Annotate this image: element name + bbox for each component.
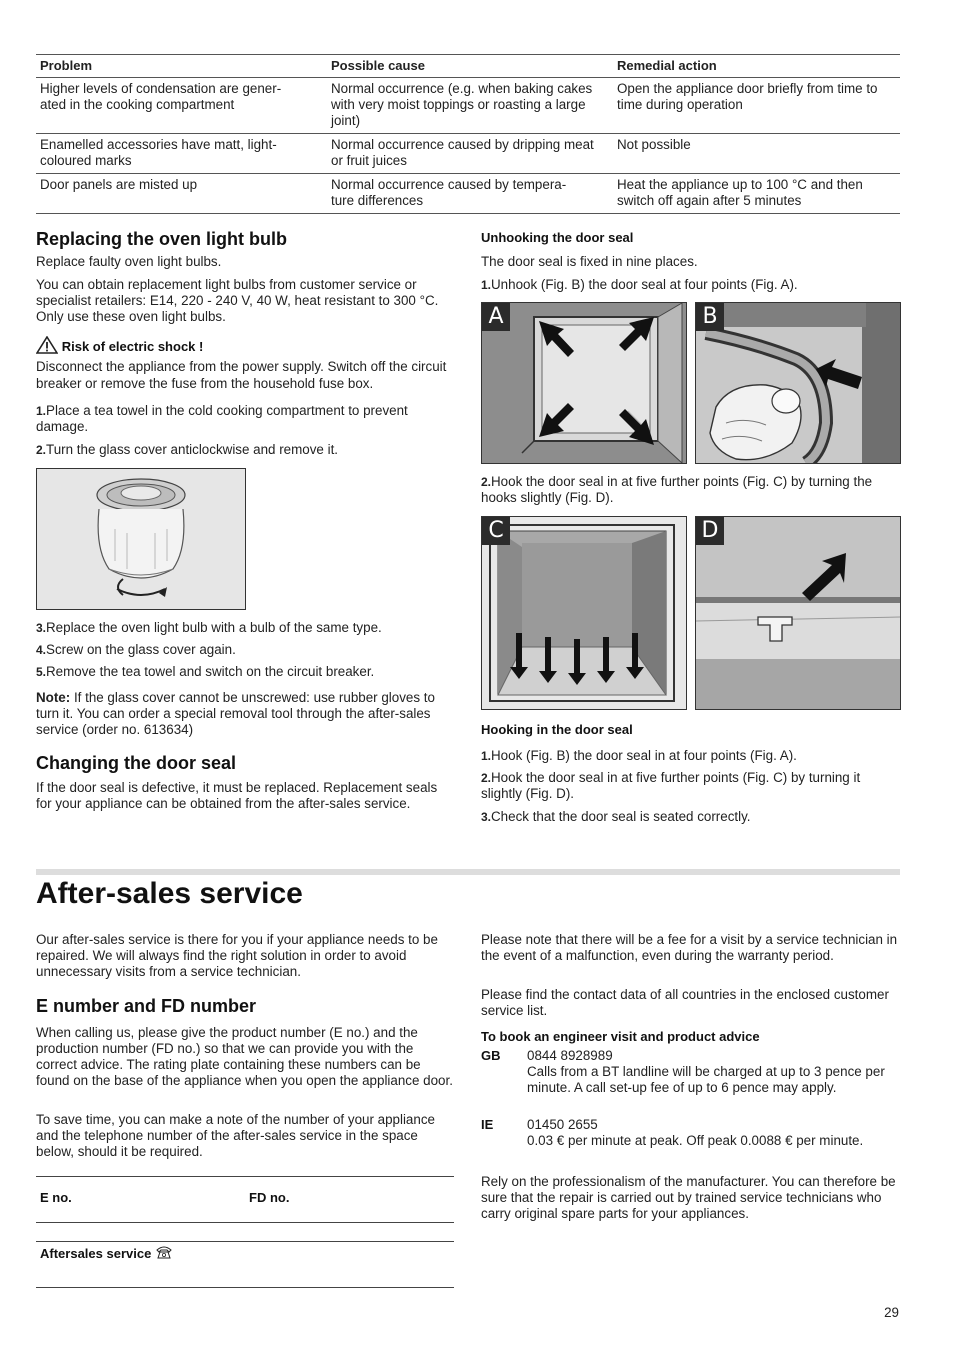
step-number: 2. [481,475,492,489]
form-label-eno: E no. [40,1190,72,1205]
ie-charges: 0.03 € per minute at peak. Off peak 0.0088 € per minute. [527,1133,864,1148]
table-cell: Heat the appliance up to 100 °C and then switch off again after 5 minutes [613,174,900,214]
gb-charges: Calls from a BT landline will be charged at up to 3 pence per minute. A call set-up fee of up to 6 pence may apply. [527,1064,885,1095]
form-bottom-line [36,1287,454,1288]
step-number: 3. [481,810,492,824]
step-number: 3. [36,621,47,635]
form-label-fdno: FD no. [249,1190,290,1205]
gb-phone: 0844 8928989 [527,1048,613,1063]
form-service-row [40,1245,173,1262]
figure-c-illustration [482,517,686,709]
country-code-gb: GB [481,1048,501,1063]
country-code-ie: IE [481,1117,494,1132]
glass-cover-illustration [37,469,245,609]
step-number: 1. [481,749,492,763]
bulb-step-3 [36,620,454,636]
bulb-step-4 [36,642,454,658]
form-line [36,1241,454,1242]
table-cell: Door panels are misted up [36,174,327,214]
figure-b-label: B [696,303,724,331]
hook-step-3 [481,809,899,825]
fee-note: Please note that there will be a fee for a visit by a service technician in the event of a malfunction, even during the warranty period. [481,932,898,963]
step-number: 5. [36,665,47,679]
book-title: To book an engineer visit and product advice [481,1029,760,1044]
enumber-paragraph-1: When calling us, please give the product number (E no.) and the production number (FD no.) so that we can provide you with the correct advice. The rating plate containing these numbers can be found on the base of the appliance when you open the appliance door. [36,1025,453,1088]
step-text: Hook the door seal in at five further points (Fig. C) by turning the hooks slightly (Fig. D). [481,474,873,505]
figure-d [695,516,901,710]
unhook-step-1 [481,277,899,293]
step-text: Replace the oven light bulb with a bulb of the same type. [46,620,382,635]
table-cell: Enamelled accessories have matt, light- coloured marks [36,134,327,174]
table-cell: Open the appliance door briefly from time to time during operation [613,78,900,134]
enumber-title: E number and FD number [36,996,257,1016]
bulb-step-1 [36,403,454,435]
service-intro: Our after-sales service is there for you if your appliance needs to be repaired. We will always find the right solution in order to avoid unnecessary visits from a service technician. [36,932,438,979]
table-cell: Normal occurrence (e.g. when baking cakes with very moist toppings or roasting a large joint) [327,78,613,134]
step-text: Turn the glass cover anticlockwise and remove it. [46,442,339,457]
figure-a [481,302,687,464]
table-row [36,134,900,174]
form-top-line [36,1176,454,1177]
step-text: Remove the tea towel and switch on the circuit breaker. [46,664,375,679]
column-header-action: Remedial action [613,55,900,78]
table-row [36,174,900,214]
note-text: If the glass cover cannot be unscrewed: use rubber gloves to turn it. You can order a special removal tool through the after-sales service (order no. 613634) [36,690,435,737]
step-number: 2. [36,443,47,457]
after-sales-title: After-sales service [36,877,303,910]
warning-triangle-icon [36,336,58,354]
table-row [36,78,900,134]
table-header-row [36,55,900,78]
figure-a-illustration [482,303,686,463]
enumber-paragraph-2: To save time, you can make a note of the number of your appliance and the telephone number of the after-sales service in the space below, should it be required. [36,1112,435,1159]
service-closing: Rely on the professionalism of the manufacturer. You can therefore be sure that the repair is carried out by trained service technicians who carry original spare parts for your appliances. [481,1174,896,1221]
step-number: 4. [36,643,47,657]
table-cell: Normal occurrence caused by dripping meat or fruit juices [327,134,613,174]
contact-note: Please find the contact data of all countries in the enclosed customer service list. [481,987,889,1018]
hook-title: Hooking in the door seal [481,722,633,737]
step-text: Place a tea towel in the cold cooking compartment to prevent damage. [36,403,408,434]
step-text: Unhook (Fig. B) the door seal at four points (Fig. A). [491,277,798,292]
unhook-title: Unhooking the door seal [481,230,634,245]
step-text: Hook (Fig. B) the door seal in at four points (Fig. A). [491,748,797,763]
table-cell: Normal occurrence caused by tempera- ture differences [327,174,613,214]
warning-heading [36,336,454,355]
step-number: 1. [36,404,47,418]
ie-phone: 01450 2655 [527,1117,598,1132]
unhook-intro: The door seal is fixed in nine places. [481,254,698,269]
note-label: Note: [36,690,71,705]
page-number: 29 [884,1305,899,1320]
step-text: Screw on the glass cover again. [46,642,236,657]
figure-b [695,302,901,464]
step-text: Hook the door seal in at five further points (Fig. C) by turning it slightly (Fig. D). [481,770,861,801]
figure-b-illustration [696,303,900,463]
table-cell: Not possible [613,134,900,174]
door-seal-text: If the door seal is defective, it must be replaced. Replacement seals for your appliance can be obtained from the after-sales service. [36,780,438,811]
door-seal-section-title: Changing the door seal [36,753,237,773]
bulb-intro: Replace faulty oven light bulbs. [36,254,222,269]
column-header-cause: Possible cause [327,55,613,78]
figure-d-illustration [696,517,900,709]
figure-a-label: A [482,303,510,331]
form-label-service: Aftersales service [40,1246,152,1261]
column-header-problem: Problem [36,55,327,78]
warning-text: Disconnect the appliance from the power supply. Switch off the circuit breaker or remove the fuse from the household fuse box. [36,359,447,391]
bulb-step-5 [36,664,454,680]
hook-step-1 [481,748,899,764]
figure-c-label: C [482,517,510,545]
step-number: 2. [481,771,492,785]
bulb-note [36,690,454,738]
form-line [36,1222,454,1223]
glass-cover-figure [36,468,246,610]
warning-title: Risk of electric shock ! [61,339,204,354]
figure-c [481,516,687,710]
bulb-section-title: Replacing the oven light bulb [36,229,288,249]
hook-step-2 [481,770,899,802]
table-cell: Higher levels of condensation are gener- ated in the cooking compartment [36,78,327,134]
unhook-step-2 [481,474,899,506]
figure-d-label: D [696,517,724,545]
bulb-step-2 [36,442,454,458]
bulb-paragraph: You can obtain replacement light bulbs from customer service or specialist retailers: E14, 220 - 240 V, 40 W, heat resistant to 300 °C. Only use these oven light bulbs. [36,277,439,324]
step-text: Check that the door seal is seated correctly. [491,809,751,824]
section-divider [36,869,900,875]
step-number: 1. [481,278,492,292]
telephone-icon [155,1245,173,1259]
troubleshooting-table [36,54,900,214]
